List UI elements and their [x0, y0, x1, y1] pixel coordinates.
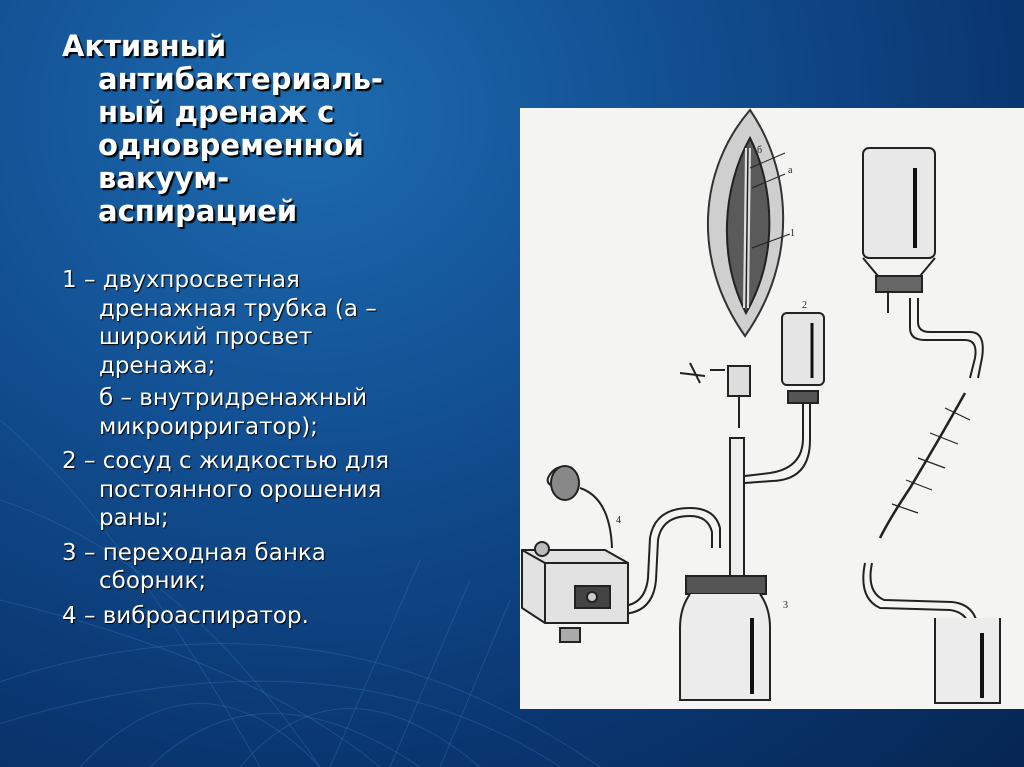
title-line: антибактериаль- — [98, 62, 383, 96]
label-b: б — [757, 145, 763, 156]
title-line: Активный — [62, 29, 227, 63]
vibroaspirator-4 — [522, 466, 628, 642]
legend-text: микроирригатор); — [99, 413, 318, 440]
slide-title — [62, 30, 462, 228]
irrigation-bottle-top — [863, 148, 983, 378]
legend-text: раны; — [99, 505, 169, 531]
title-line: аспирацией — [98, 194, 298, 228]
sutured-wound — [880, 393, 965, 538]
label-4: 4 — [616, 515, 621, 526]
drainage-apparatus-figure — [520, 108, 1024, 709]
legend-item-2 — [62, 447, 482, 533]
collection-beaker — [935, 618, 1000, 703]
legend-text: 3 – переходная банка — [62, 539, 326, 566]
title-line: вакуум- — [98, 161, 230, 195]
label-3: 3 — [783, 600, 788, 611]
wound-illustration — [708, 110, 790, 336]
legend-item-1 — [62, 266, 482, 441]
legend-text: широкий просвет — [99, 324, 313, 350]
legend-text: б – внутридренажный — [99, 385, 368, 411]
legend-text: постоянного орошения — [99, 476, 382, 503]
legend-text: сборник; — [99, 568, 207, 594]
legend-text: 2 – сосуд с жидкостью для — [62, 448, 390, 474]
title-line: ный дренаж с — [98, 95, 335, 129]
title-line: одновременной — [98, 128, 364, 162]
label-2: 2 — [802, 300, 807, 311]
legend-item-3 — [62, 539, 482, 596]
label-1: 1 — [790, 228, 795, 239]
legend-item-4 — [62, 602, 482, 631]
legend-list — [62, 266, 482, 636]
legend-subitem — [62, 384, 482, 413]
apparatus-drawing — [520, 108, 1024, 709]
legend-text: 1 – двухпросветная — [62, 267, 300, 293]
legend-text: дренажа; — [99, 352, 216, 379]
label-a: а — [788, 165, 793, 176]
legend-text: 4 – виброаспиратор. — [62, 602, 309, 629]
collection-jar-3 — [680, 576, 770, 700]
fluid-vessel-2 — [745, 313, 824, 483]
legend-text: дренажная трубка (а – — [99, 295, 377, 322]
